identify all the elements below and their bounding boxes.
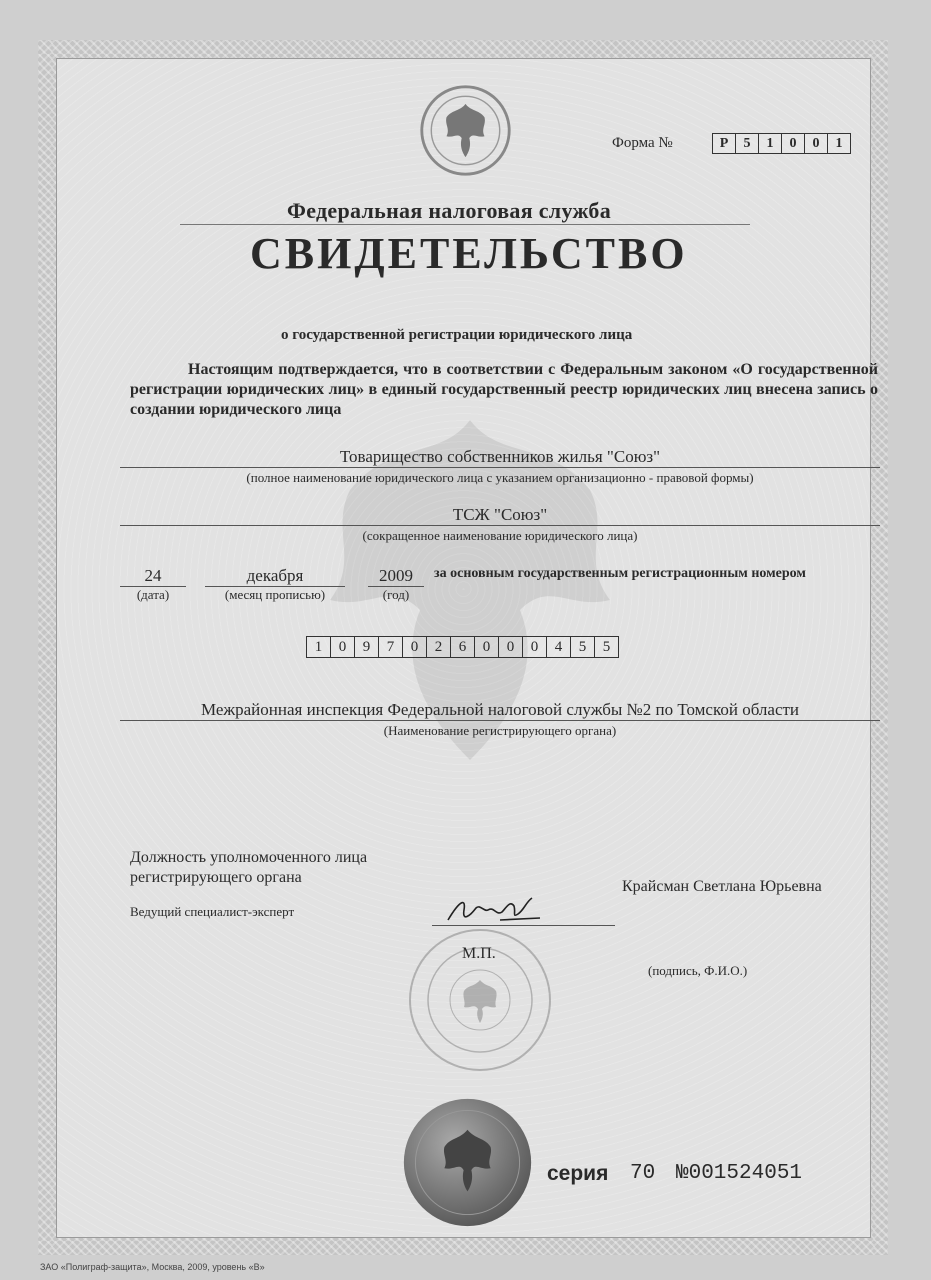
handwritten-signature [440,890,550,930]
date-month-value: декабря [246,566,304,585]
date-year-field [368,566,424,603]
form-code-cell: 1 [827,133,851,154]
signature-line [432,925,615,926]
ogrn-digit: 7 [378,636,402,658]
full-name-caption: (полное наименование юридического лица с указанием организационно - правовой формы) [246,470,754,485]
document-title: СВИДЕТЕЛЬСТВО [250,229,688,278]
date-day-value: 24 [144,566,162,585]
date-month-caption: (месяц прописью) [224,587,326,602]
form-code-cell: 0 [804,133,827,154]
statement-text: Настоящим подтверждается, что в соответствии с Федеральным законом «О государственной регистрации юридических лиц» в единый государственный реестр юридических лиц внесена запись о создании юридического лица [130,361,878,418]
ogrn-digit: 5 [570,636,594,658]
position-value: Ведущий специалист-эксперт [130,904,295,919]
ogrn-digit: 2 [426,636,450,658]
full-name-line [120,467,880,468]
date-month-field [205,566,345,603]
ogrn-boxes [306,636,619,658]
signature-caption: (подпись, Ф.И.О.) [648,963,748,978]
date-year-value: 2009 [379,566,413,585]
ogrn-digit: 9 [354,636,378,658]
short-name-value: ТСЖ "Союз" [452,505,548,524]
ogrn-digit: 0 [330,636,354,658]
statement-paragraph [130,360,878,420]
position-label: Должность уполномоченного лица регистрирующего органа [130,849,368,886]
ogrn-digit: 6 [450,636,474,658]
ogrn-digit: 0 [522,636,546,658]
series-label: серия [547,1162,609,1185]
ogrn-digit: 1 [306,636,330,658]
ogrn-digit: 4 [546,636,570,658]
form-code-cell: Р [712,133,735,154]
full-name-value: Товарищество собственников жилья "Союз" [339,447,661,466]
ogrn-digit: 0 [402,636,426,658]
document-subtitle: о государственной регистрации юридического лица [281,327,633,343]
registering-body-value: Межрайонная инспекция Федеральной налоговой службы №2 по Томской области [200,700,800,719]
form-code-cell: 5 [735,133,758,154]
form-code-cell: 1 [758,133,781,154]
date-year-caption: (год) [382,587,410,602]
agency-name: Федеральная налоговая служба [287,198,612,223]
form-label: Форма № [612,135,673,151]
short-name-field [120,505,880,526]
signer-name: Крайсман Светлана Юрьевна [622,878,822,895]
short-name-line [120,525,880,526]
form-code-boxes [712,133,851,154]
ogrn-label: за основным государственным регистрационным номером [434,566,806,581]
series-value: 70 [630,1162,656,1185]
fns-emblem-icon [418,83,513,178]
date-day-caption: (дата) [136,587,170,602]
short-name-caption: (сокращенное наименование юридического лица) [362,528,638,543]
hologram-seal-icon [400,1095,535,1230]
form-code-cell: 0 [781,133,804,154]
serial-number: №001524051 [676,1162,803,1185]
ogrn-digit: 0 [498,636,522,658]
date-day-field [120,566,186,603]
printer-footer: ЗАО «Полиграф-защита», Москва, 2009, уровень «В» [40,1262,265,1272]
registering-body-line [120,720,880,721]
registering-body-field [120,700,880,721]
registering-body-caption: (Наименование регистрирующего органа) [383,723,617,738]
full-name-field [120,447,880,468]
ogrn-digit: 0 [474,636,498,658]
stamp-place-label: М.П. [462,945,496,962]
agency-underline [180,224,750,225]
ogrn-digit: 5 [594,636,619,658]
